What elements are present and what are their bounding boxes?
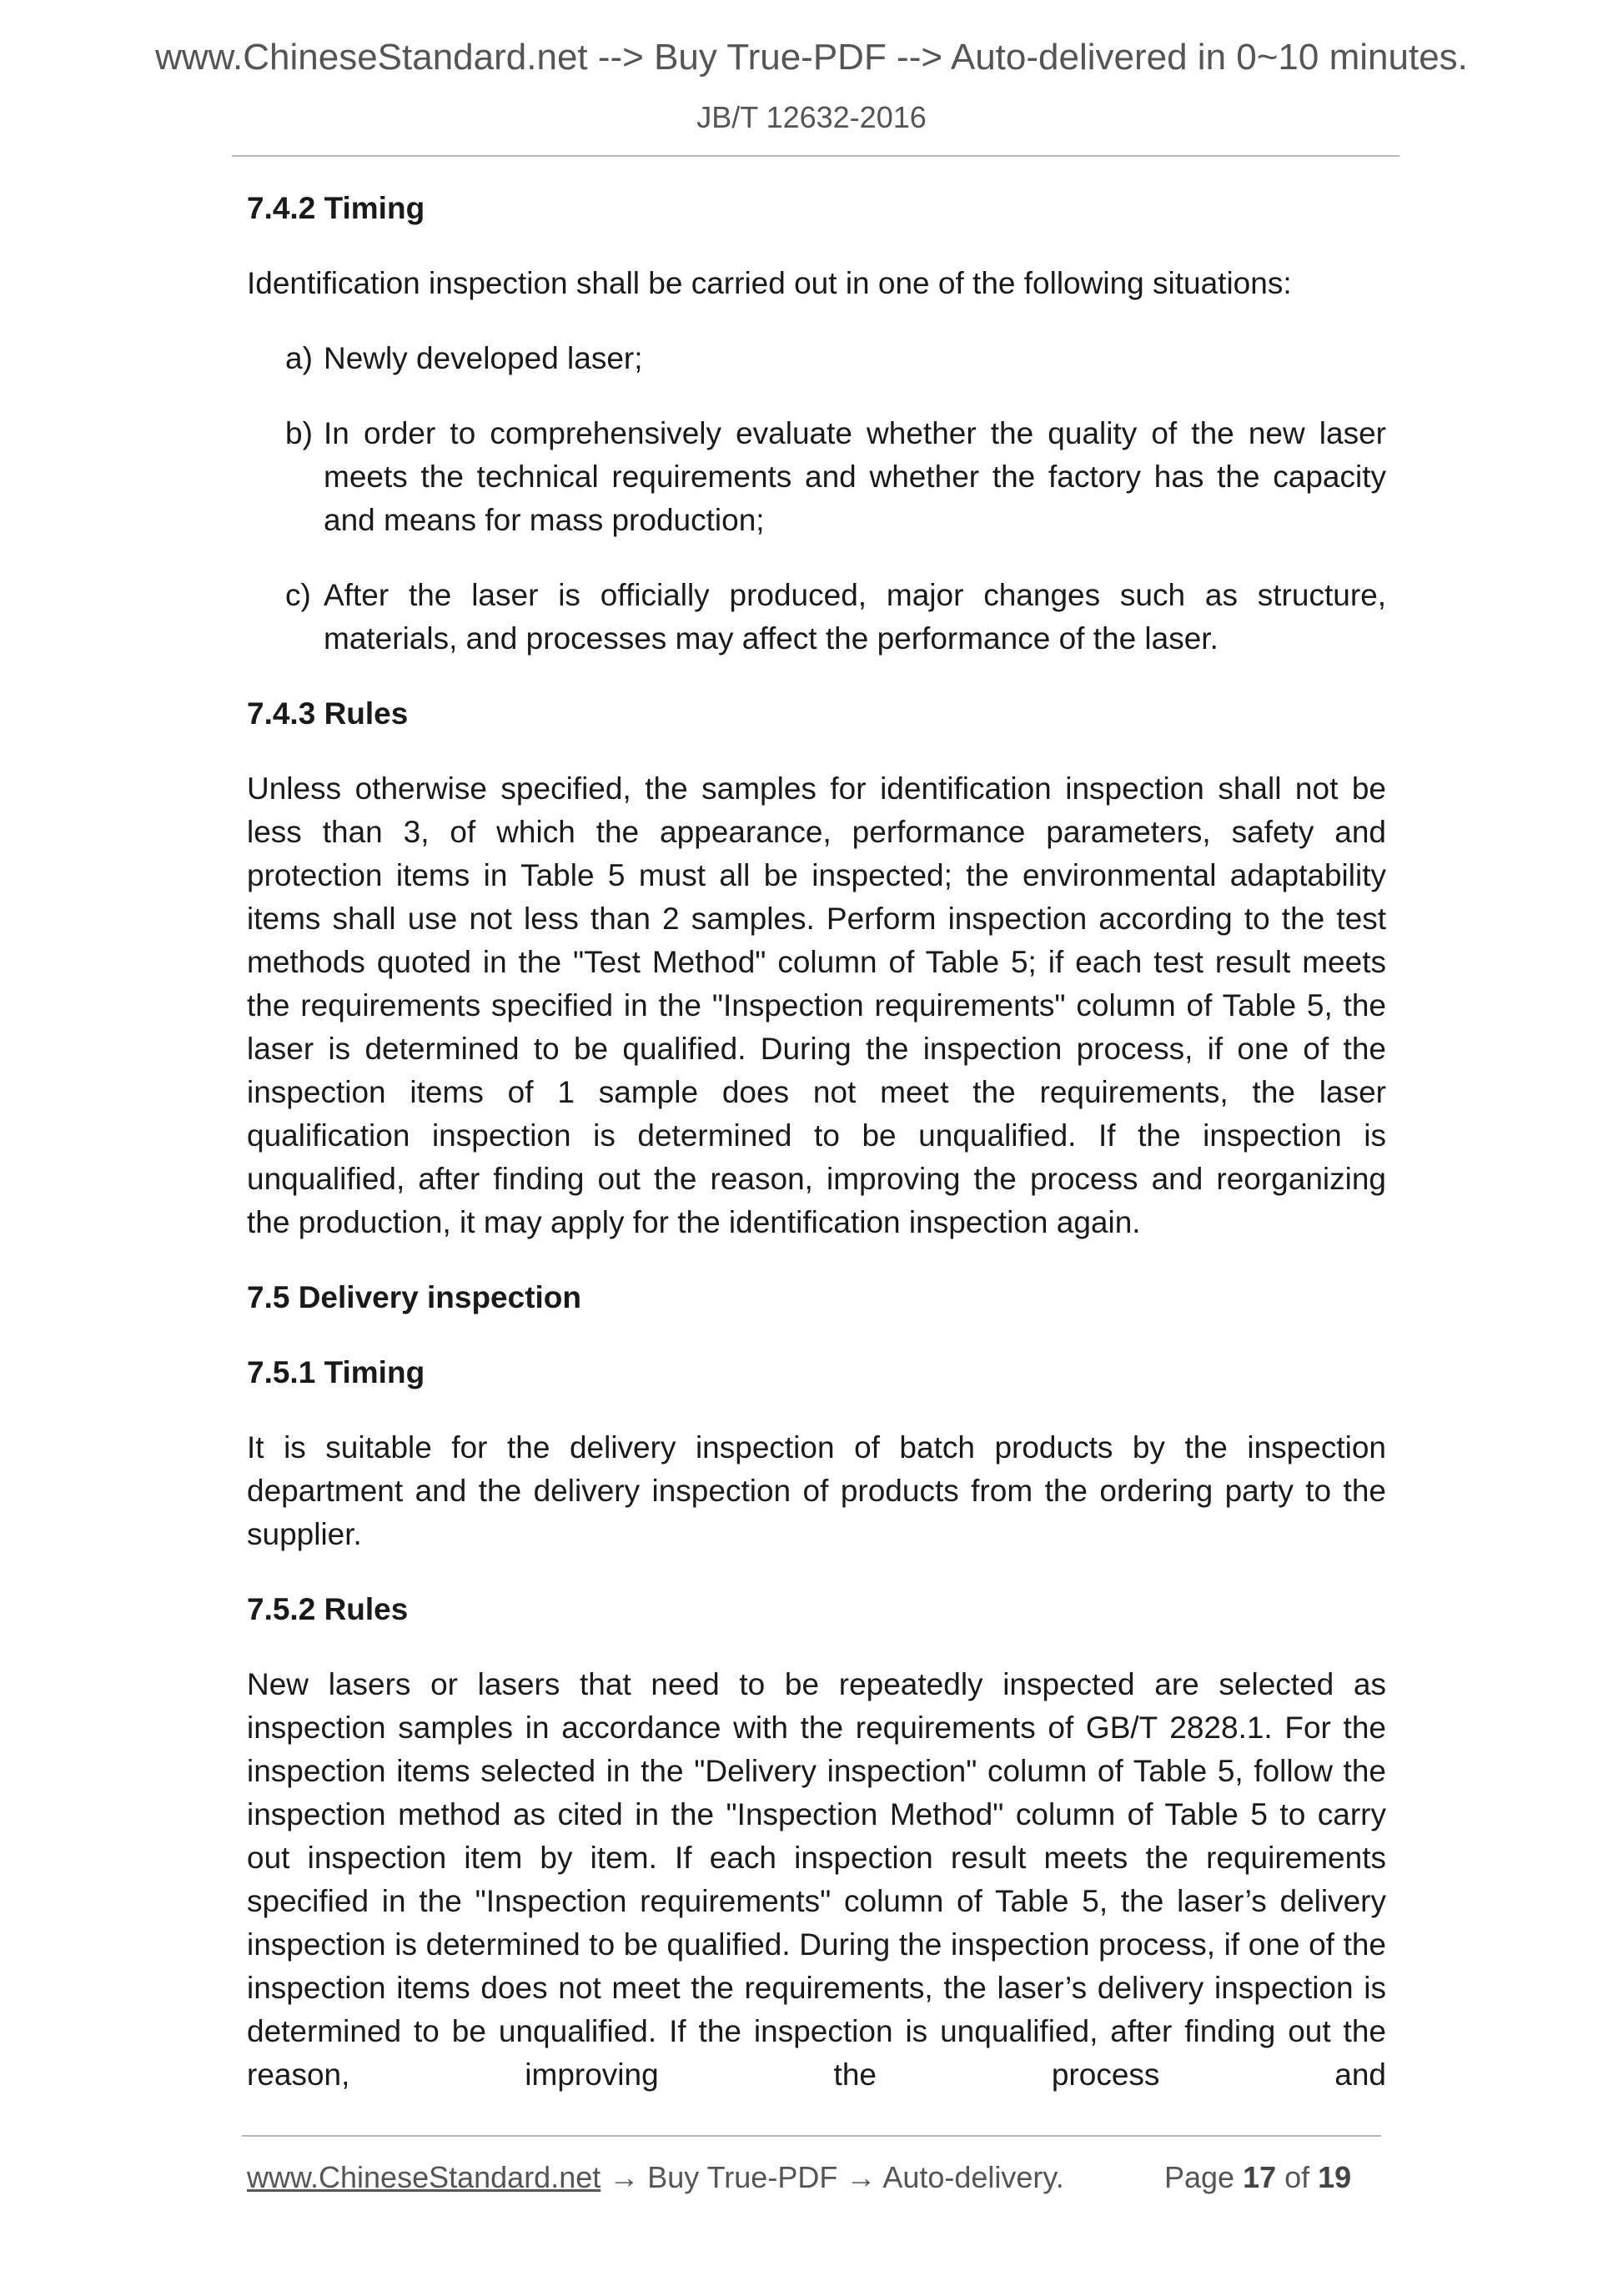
paragraph-7-5-1: It is suitable for the delivery inspection of batch products by the inspection department and the delivery inspection of products from the ordering party to the supplier. xyxy=(247,1430,1386,1551)
heading-7-5: 7.5 Delivery inspection xyxy=(247,1280,582,1314)
page-current: 17 xyxy=(1243,2160,1277,2194)
footer-divider xyxy=(242,2135,1381,2137)
list-item-a xyxy=(285,337,1386,380)
page-total: 19 xyxy=(1318,2160,1352,2194)
list-item-text: After the laser is officially produced, major changes such as structure, materials, and processes may affect the performance of the laser. xyxy=(324,578,1386,656)
paragraph-7-4-3: Unless otherwise specified, the samples for identification inspection shall not be less than 3, of which the appearance, performance parameters, safety and protection items in Table 5 must all be inspected; the environmental adaptability items shall use not less than 2 samples. Perform inspection according to the test methods quoted in the "Test Method" column of Table 5; if each test result meets the requirements specified in the "Inspection requirements" column of Table 5, the laser is determined to be qualified. During the inspection process, if one of the inspection items of 1 sample does not meet the requirements, the laser qualification inspection is determined to be unqualified. If the inspection is unqualified, after finding out the reason, improving the process and reorganizing the production, it may apply for the identification inspection again. xyxy=(247,771,1386,1239)
paragraph-7-4-2-intro: Identification inspection shall be carried out in one of the following situations: xyxy=(247,266,1292,300)
header-divider xyxy=(232,155,1399,157)
site-banner: www.ChineseStandard.net --> Buy True-PDF --> Auto-delivered in 0~10 minutes. xyxy=(155,37,1468,78)
footer-left xyxy=(247,2160,1064,2195)
list-item-c xyxy=(285,574,1386,661)
document-body xyxy=(247,187,1386,2128)
list-item-b xyxy=(285,412,1386,542)
paragraph-7-5-2: New lasers or lasers that need to be repeatedly inspected are selected as inspection samples in accordance with the requirements of GB/T 2828.1. For the inspection items selected in the "Delivery inspection" column of Table 5, follow the inspection method as cited in the "Inspection Method" column of Table 5 to carry out inspection item by item. If each inspection result meets the requirements specified in the "Inspection requirements" column of Table 5, the laser’s delivery inspection is determined to be qualified. During the inspection process, if one of the inspection items does not meet the requirements, the laser’s delivery inspection is determined to be unqualified. If the inspection is unqualified, after finding out the reason, improving the process and xyxy=(247,1667,1386,2092)
list-marker: c) xyxy=(285,578,311,612)
footer-tagline: → Buy True-PDF → Auto-delivery. xyxy=(600,2160,1064,2194)
list-marker: a) xyxy=(285,341,313,375)
standard-code: JB/T 12632-2016 xyxy=(696,100,927,134)
page-label: Page xyxy=(1164,2160,1244,2194)
heading-7-4-3: 7.4.3 Rules xyxy=(247,696,409,731)
page-number xyxy=(1164,2160,1351,2195)
heading-7-4-2: 7.4.2 Timing xyxy=(247,191,425,225)
heading-7-5-1: 7.5.1 Timing xyxy=(247,1355,425,1389)
list-item-text: Newly developed laser; xyxy=(324,341,643,375)
page-of: of xyxy=(1276,2160,1319,2194)
list-marker: b) xyxy=(285,416,313,450)
footer-site-link[interactable]: www.ChineseStandard.net xyxy=(247,2160,601,2194)
heading-7-5-2: 7.5.2 Rules xyxy=(247,1592,409,1626)
list-item-text: In order to comprehensively evaluate whether the quality of the new laser meets the technical requirements and whether the factory has the capacity and means for mass production; xyxy=(324,416,1386,537)
